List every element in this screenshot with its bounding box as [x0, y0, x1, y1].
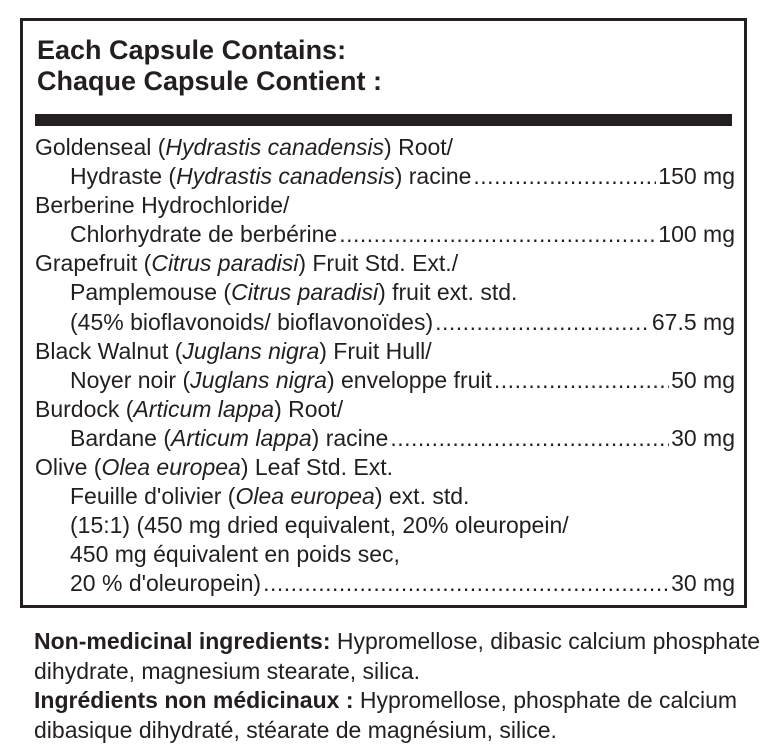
ingredient-name: Grapefruit ( — [35, 250, 152, 277]
non-medicinal-text: Hypromellose, phosphate de calcium dibasique dihydraté, stéarate de magnésium, silice. — [34, 687, 738, 743]
ingredient-standardization: (45% bioflavonoids/ bioflavonoïdes) — [70, 308, 434, 335]
ingredient-standardization-row — [35, 511, 735, 540]
leader-dots — [339, 220, 656, 249]
ingredient-french-name: Hydraste ( — [70, 163, 177, 190]
ingredient-amount-row — [35, 366, 735, 395]
ingredient-standardization: (15:1) (450 mg dried equivalent, 20% oleuropein/ — [70, 512, 569, 539]
ingredient-amount: 50 mg — [671, 366, 735, 393]
ingredient-latin-name: Hydrastis canadensis — [165, 134, 385, 160]
ingredient-part: ) Fruit Hull/ — [319, 337, 432, 364]
ingredient-standardization-row — [35, 540, 735, 569]
ingredient-latin-name: Olea europea — [101, 454, 241, 481]
leader-dots — [494, 366, 669, 395]
ingredient-french-name: Bardane ( — [70, 424, 172, 451]
ingredient-amount: 150 mg — [658, 163, 735, 190]
ingredient-latin-name: Citrus paradisi — [231, 279, 379, 306]
non-medicinal-english — [34, 627, 769, 686]
ingredient-amount: 67.5 mg — [651, 308, 735, 335]
ingredient-french-name: Feuille d'olivier ( — [70, 483, 236, 510]
ingredient-name-row — [35, 395, 735, 424]
ingredient-amount-row — [35, 308, 735, 337]
ingredient-latin-name: Articum lappa — [133, 395, 275, 422]
ingredient-name: Berberine Hydrochloride/ — [35, 192, 290, 219]
header-french: Chaque Capsule Contient : — [37, 66, 383, 96]
ingredient-part: ) Fruit Std. Ext./ — [298, 250, 459, 277]
ingredient-french-part: ) racine — [311, 424, 389, 451]
non-medicinal-label: Non-medicinal ingredients: — [34, 628, 331, 654]
ingredient-latin-name: Articum lappa — [171, 424, 312, 451]
ingredient-amount: 30 mg — [671, 570, 735, 597]
non-medicinal-ingredients — [34, 627, 769, 745]
ingredient-french-part: ) enveloppe fruit — [326, 366, 492, 393]
header-divider — [35, 114, 732, 126]
ingredient-part: ) Root/ — [274, 395, 344, 422]
ingredient-list — [35, 133, 735, 599]
ingredient-amount: 30 mg — [671, 424, 735, 451]
ingredient-french-part: ) ext. std. — [374, 483, 470, 510]
panel-header — [37, 35, 382, 97]
supplement-facts-panel — [20, 18, 747, 608]
non-medicinal-label: Ingrédients non médicinaux : — [34, 687, 354, 713]
ingredient-french-part: ) fruit ext. std. — [378, 279, 518, 306]
ingredient-name-row — [35, 133, 735, 162]
ingredient-french-row — [35, 278, 735, 307]
ingredient-amount-row — [35, 162, 735, 191]
leader-dots — [435, 308, 650, 337]
ingredient-standardization: 20 % d'oleuropein) — [70, 570, 262, 597]
ingredient-part: ) Leaf Std. Ext. — [240, 454, 393, 481]
ingredient-amount-row — [35, 220, 735, 249]
ingredient-latin-name: Juglans nigra — [190, 366, 327, 393]
non-medicinal-french — [34, 686, 769, 745]
ingredient-amount-row — [35, 424, 735, 453]
ingredient-name: Burdock ( — [35, 395, 134, 422]
ingredient-name: Black Walnut ( — [35, 337, 183, 364]
ingredient-name-row — [35, 337, 735, 366]
ingredient-amount-row — [35, 569, 735, 598]
leader-dots — [263, 569, 669, 598]
leader-dots — [473, 162, 656, 191]
ingredient-latin-name: Juglans nigra — [182, 337, 320, 364]
ingredient-name: Olive ( — [35, 454, 102, 481]
ingredient-standardization: 450 mg équivalent en poids sec, — [70, 541, 400, 568]
ingredient-latin-name: Hydrastis canadensis — [176, 163, 395, 190]
ingredient-name-row — [35, 249, 735, 278]
ingredient-french-name: Pamplemouse ( — [70, 279, 232, 306]
ingredient-part: ) Root/ — [384, 134, 454, 160]
ingredient-french-part: ) racine — [394, 163, 472, 190]
ingredient-french-row — [35, 482, 735, 511]
ingredient-name-row — [35, 453, 735, 482]
ingredient-amount: 100 mg — [658, 221, 735, 248]
non-medicinal-text: Hypromellose, dibasic calcium phosphate dihydrate, magnesium stearate, silica. — [34, 628, 761, 684]
header-english: Each Capsule Contains: — [37, 35, 347, 65]
ingredient-name: Goldenseal ( — [35, 134, 166, 160]
ingredient-french-name: Noyer noir ( — [70, 366, 191, 393]
ingredient-name-row — [35, 191, 735, 220]
ingredient-french-name: Chlorhydrate de berbérine — [70, 221, 338, 248]
ingredient-latin-name: Olea europea — [235, 483, 375, 510]
ingredient-latin-name: Citrus paradisi — [151, 250, 299, 277]
leader-dots — [390, 424, 669, 453]
